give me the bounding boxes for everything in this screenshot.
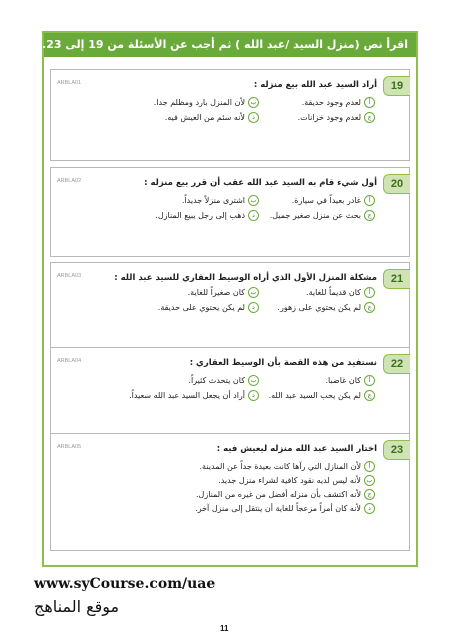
option-text: لأن المنازل التي رآها كانت بعيدة جداً عن المدينة. <box>199 462 361 471</box>
option-text: لأن المنزل بارد ومظلم جدا. <box>153 98 245 107</box>
option-marker: د <box>248 210 259 221</box>
question-code: ARBLA01 <box>57 80 82 86</box>
option-text: ذهب إلى رجل يبيع المنازل. <box>155 211 245 220</box>
answer-option[interactable] <box>129 390 259 401</box>
exam-page-frame <box>42 31 418 567</box>
answer-option[interactable] <box>326 375 375 386</box>
option-text: كان غاضبا. <box>325 376 361 385</box>
answer-option[interactable] <box>269 390 375 401</box>
option-marker: ب <box>248 195 259 206</box>
option-marker: ب <box>364 475 375 486</box>
option-text: لأنه ليس لديه نقود كافية لشراء منزل جديد. <box>218 476 361 485</box>
answer-option[interactable] <box>270 210 375 221</box>
question-stem: مشكلة المنزل الأول الذي أراه الوسيط العقاري للسيد عبد الله : <box>114 273 377 283</box>
answer-option[interactable] <box>200 461 375 472</box>
option-text: لعدم وجود خزانات. <box>297 113 361 122</box>
question-number: 21 <box>383 269 410 289</box>
option-marker: د <box>248 390 259 401</box>
question-number: 20 <box>383 174 410 194</box>
option-text: لم يكن يحب السيد عبد الله. <box>268 391 361 400</box>
option-text: اشترى منزلاً جديداً. <box>181 196 245 205</box>
option-text: غادر بعيداً في سيارة. <box>291 196 361 205</box>
option-marker: د <box>364 503 375 514</box>
answer-option[interactable] <box>188 375 259 386</box>
option-marker: ب <box>248 287 259 298</box>
answer-option[interactable] <box>196 489 375 500</box>
answer-option[interactable] <box>195 503 375 514</box>
question-box <box>50 347 410 437</box>
option-text: لم يكن يحتوي على حديقة. <box>157 303 245 312</box>
question-box <box>50 262 410 352</box>
option-marker: أ <box>364 461 375 472</box>
option-text: لأنه كان أمراً مزعجاً للغاية أن ينتقل إلى منزل آخر. <box>195 504 361 513</box>
option-text: كان قديماً للغاية. <box>306 288 361 297</box>
website-url: www.syCourse.com/uae <box>34 576 216 592</box>
answer-option[interactable] <box>218 475 375 486</box>
option-marker: ب <box>248 97 259 108</box>
option-text: كان صغيراً للغاية. <box>187 288 245 297</box>
option-marker: ج <box>364 302 375 313</box>
answer-option[interactable] <box>182 195 259 206</box>
option-marker: ب <box>248 375 259 386</box>
option-text: لعدم وجود حديقة. <box>301 98 361 107</box>
option-text: أراد أن يجعل السيد عبد الله سعيداً. <box>129 391 245 400</box>
site-name-arabic: موقع المناهج <box>34 597 120 616</box>
answer-option[interactable] <box>165 112 259 123</box>
question-code: ARBLA05 <box>57 444 82 450</box>
question-stem: نستفيد من هذه القصة بأن الوسيط العقاري : <box>189 358 377 368</box>
question-stem: أول شيء قام به السيد عبد الله عقب أن قرر بيع منزله : <box>144 178 377 188</box>
question-number: 22 <box>383 354 410 374</box>
option-text: كان يتحدث كثيراً. <box>188 376 245 385</box>
section-instruction-header: اقرأ نص (منزل السيد /عبد الله ) ثم أجب عن الأسئلة من 19 إلى 23. <box>44 33 416 57</box>
question-number: 19 <box>383 76 410 96</box>
question-code: ARBLA04 <box>57 358 82 364</box>
page-number: 11 <box>220 624 229 633</box>
option-text: لأنه اكتشف بأن منزله أفضل من غيره من المنازل. <box>195 490 361 499</box>
option-marker: ج <box>364 489 375 500</box>
option-text: لم يكن يحتوي على زهور. <box>277 303 361 312</box>
question-stem: أراد السيد عبد الله بيع منزله : <box>253 80 377 90</box>
option-marker: أ <box>364 375 375 386</box>
option-marker: ج <box>364 112 375 123</box>
question-box <box>50 69 410 161</box>
answer-option[interactable] <box>306 287 375 298</box>
option-marker: أ <box>364 287 375 298</box>
question-number: 23 <box>383 440 410 460</box>
option-text: بحث عن منزل صغير جميل. <box>269 211 361 220</box>
question-code: ARBLA03 <box>57 273 82 279</box>
answer-option[interactable] <box>277 302 375 313</box>
question-box <box>50 433 410 551</box>
question-box <box>50 167 410 257</box>
answer-option[interactable] <box>188 287 259 298</box>
option-marker: ج <box>364 210 375 221</box>
answer-option[interactable] <box>298 112 375 123</box>
question-stem: اختار السيد عبد الله منزله ليعيش فيه : <box>216 444 377 454</box>
answer-option[interactable] <box>155 210 259 221</box>
option-marker: ج <box>364 390 375 401</box>
answer-option[interactable] <box>158 302 259 313</box>
answer-option[interactable] <box>302 97 375 108</box>
option-marker: د <box>248 112 259 123</box>
question-code: ARBLA02 <box>57 178 82 184</box>
option-marker: أ <box>364 195 375 206</box>
option-marker: د <box>248 302 259 313</box>
answer-option[interactable] <box>292 195 375 206</box>
option-text: لأنه سئم من العيش فيه. <box>164 113 245 122</box>
option-marker: أ <box>364 97 375 108</box>
answer-option[interactable] <box>154 97 259 108</box>
